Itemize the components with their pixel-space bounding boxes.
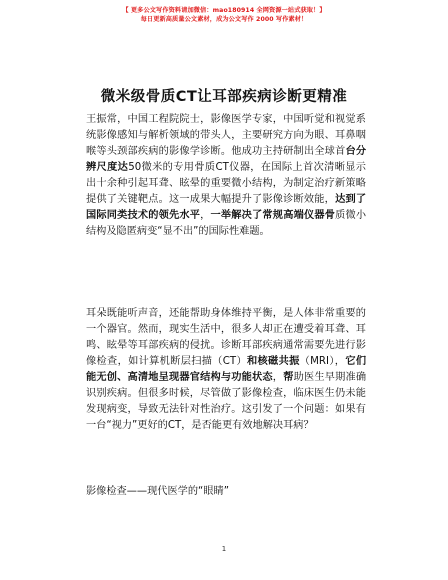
paragraph-2-text-c: ， <box>272 372 284 383</box>
paragraph-2-text-d: 助医生早期准确识别疾病。但很多时候，尽管做了影像检查，临床医生仍未能发现病变，导致无法针对性治疗。这引发了一个问题：如果有一台“视力”更好的CT，是否能更有效地解决耳病？ <box>86 372 367 431</box>
paragraph-2-text-a: 耳朵既能听声音，还能帮助身体维持平衡，是人体非常重要的一个器官。然而，现实生活中，很多人却正在遭受着耳聋、耳鸣、眩晕等耳部疾病的侵扰。诊断耳部疾病通常需要先进行影像检查，如计算机断层扫描（CT） <box>86 308 366 367</box>
paragraph-1-text-b: 50微米的专用骨质CT仪器，在国际上首次清晰显示出十余种引起耳聋、眩晕的重要微小结构，为制定治疗新策略提供了关键靶点。这一成果大幅提升了影像诊断效能， <box>86 162 366 205</box>
paragraph-1-text-d: 质微小结构及隐匿病变“显不出”的国际性难题。 <box>86 210 367 237</box>
banner-line-2: 每日更新高质量公文素材，成为公文写作 2000 写作素材！ <box>140 16 308 23</box>
paragraph-1-bold-c: 一举解决了常规高端仪器骨 <box>210 210 336 221</box>
page-title: 微米级骨质CT让耳部疾病诊断更精准 <box>100 89 348 105</box>
page-number: 1 <box>221 545 227 553</box>
banner-line-1: 【 更多公文写作资料请加微信：mao180914 全网资源一站式获取！】 <box>122 7 326 14</box>
paragraph-2 <box>86 306 366 434</box>
paragraph-2-bold-a: 和核磁共振 <box>247 356 300 367</box>
paragraph-1-bold-b: 达到了国际同类技术的领先水平 <box>86 194 367 221</box>
paragraph-1-text-c: ， <box>200 210 211 221</box>
paragraph-1-bold-a: 台分辨尺度达 <box>86 146 367 173</box>
paragraph-2-text-b: （MRI）， <box>299 356 346 367</box>
paragraph-2-bold-b: 它们能无创、高清地呈现器官结构与功能状态 <box>86 356 367 383</box>
promo-banner <box>0 6 448 24</box>
paragraph-1 <box>86 112 366 240</box>
paragraph-2-bold-c: 帮 <box>283 372 294 383</box>
section-subheading: 影像检查——现代医学的“眼睛” <box>86 486 229 497</box>
paragraph-1-text-a: 王振常，中国工程院院士，影像医学专家，中国听觉和视觉系统影像感知与解析领域的带头人，主要研究方向为眼、耳鼻咽喉等头颈部疾病的影像学诊断。他成功主持研制出全球首 <box>86 114 366 157</box>
